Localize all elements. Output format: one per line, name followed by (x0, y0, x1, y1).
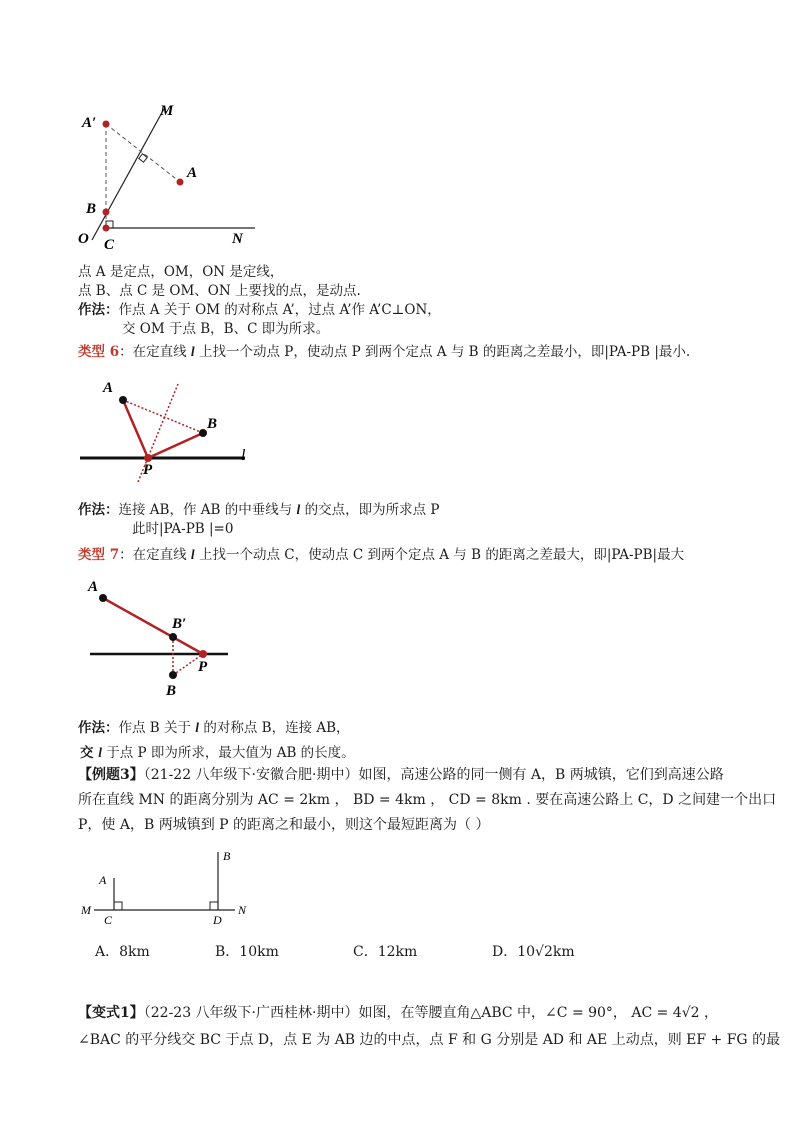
fig1-label-M: M (160, 103, 174, 119)
figure-reflection-angle (70, 95, 260, 255)
text1-line2: 点 B、点 C 是 OM、ON 上要找的点，是动点. (78, 283, 361, 299)
text1-line1: 点 A 是定点，OM，ON 是定线， (78, 264, 284, 280)
fig4-label-M: M (81, 903, 91, 917)
example3-line3: P，使 A，B 两城镇到 P 的距离之和最小，则这个最短距离为（ ） (78, 817, 490, 833)
type6-heading: 类型 6：在定直线 l 上找一个动点 P，使动点 P 到两个定点 A 与 B 的距离之差最小，即|PA-PB |最小. (78, 344, 691, 360)
method-text: 作点 A 关于 OM 的对称点 A’，过点 A’作 A’C⊥ON， (118, 302, 441, 318)
option-a: A．8km (95, 944, 150, 960)
variant1-line2: ∠BAC 的平分线交 BC 于点 D，点 E 为 AB 边的中点，点 F 和 G 分别是 AD 和 AE 上动点，则 EF + FG 的最 (78, 1032, 781, 1048)
variant1-label: 【变式1】 (78, 1005, 144, 1021)
type7-heading: 类型 7：在定直线 l 上找一个动点 C，使动点 C 到两个定点 A 与 B 的距离之差最大，即|PA-PB|最大 (78, 547, 685, 563)
figure-min-difference (75, 372, 275, 490)
option-d: D．10√2km (492, 944, 575, 960)
fig4-label-B: B (223, 849, 231, 863)
text1-method-line2: 交 OM 于点 B，B、C 即为所求。 (122, 321, 330, 337)
type7-label: 类型 7 (78, 547, 120, 563)
fig4-label-D: D (213, 913, 222, 927)
example3-line2: 所在直线 MN 的距离分别为 AC = 2km ， BD = 4km ， CD = 8km . 要在高速公路上 C，D 之间建一个出口 (78, 792, 777, 808)
example3-label: 【例题3】 (78, 767, 144, 783)
fig3-label-B: B (166, 683, 177, 699)
fig1-label-B: B (86, 201, 97, 217)
fig1-label-N: N (232, 231, 243, 247)
fig2-label-A: A (103, 380, 114, 396)
figure-highway-towns (80, 848, 260, 928)
fig4-label-N: N (238, 903, 247, 917)
fig2-label-P: P (143, 462, 153, 478)
method6-line2: 此时|PA-PB |=0 (132, 521, 234, 537)
fig1-label-A-prime: A′ (82, 115, 97, 131)
fig2-label-l: l (241, 447, 246, 464)
fig1-label-A: A (187, 165, 198, 181)
fig1-label-O: O (78, 231, 89, 247)
fig1-label-C: C (104, 237, 115, 253)
type6-label: 类型 6 (78, 344, 120, 360)
method7-line2: 交 l 于点 P 即为所求，最大值为 AB 的长度。 (80, 745, 355, 761)
variant1-line1: 【变式1】（22-23 八年级下·广西桂林·期中）如图，在等腰直角△ABC 中，∠C = 90°， AC = 4√2 ， (78, 1005, 719, 1021)
fig3-label-B-prime: B′ (172, 616, 187, 632)
fig2-label-B: B (207, 416, 218, 432)
fig3-label-A: A (88, 579, 99, 595)
method7-line1: 作法：作点 B 关于 l 的对称点 B，连接 AB， (78, 720, 350, 736)
method-label: 作法： (78, 302, 119, 318)
figure-max-difference (80, 575, 240, 700)
option-c: C．12km (353, 944, 418, 960)
fig4-label-C: C (104, 913, 113, 927)
option-b: B．10km (215, 944, 279, 960)
example3-line1: 【例题3】（21-22 八年级下·安徽合肥·期中）如图，高速公路的同一侧有 A，B 两城镇，它们到高速公路 (78, 767, 724, 783)
fig3-label-P: P (198, 659, 208, 675)
fig4-label-A: A (99, 873, 107, 887)
method6-line1: 作法：连接 AB，作 AB 的中垂线与 l 的交点，即为所求点 P (78, 502, 440, 518)
text1-method-line1 (78, 300, 441, 320)
